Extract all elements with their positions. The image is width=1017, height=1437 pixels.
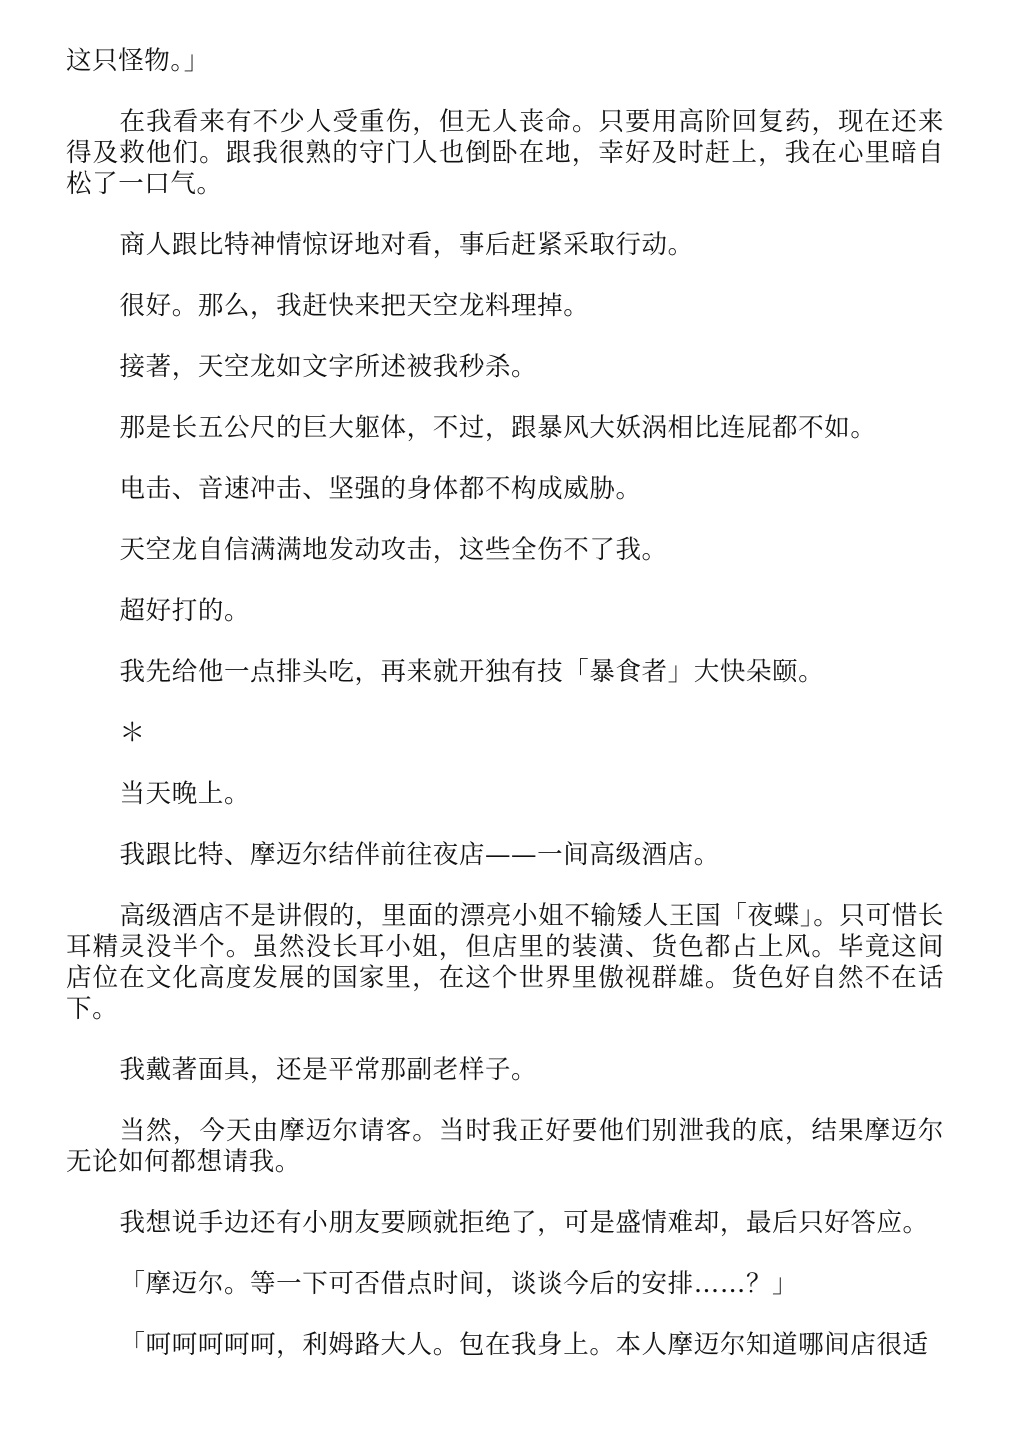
paragraph-continued: 这只怪物。」 xyxy=(66,46,210,76)
paragraph: 接著，天空龙如文字所述被我秒杀。 xyxy=(119,352,538,382)
paragraph: 当天晚上。 xyxy=(119,779,251,809)
paragraph: 很好。那么，我赶快来把天空龙料理掉。 xyxy=(119,291,590,321)
paragraph: 超好打的。 xyxy=(119,596,251,626)
paragraph: 商人跟比特神情惊讶地对看，事后赶紧采取行动。 xyxy=(119,230,694,260)
paragraph: 天空龙自信满满地发动攻击，这些全伤不了我。 xyxy=(119,535,668,565)
paragraph: 我先给他一点排头吃，再来就开独有技「暴食者」大快朵颐。 xyxy=(119,657,825,687)
paragraph: 我戴著面具，还是平常那副老样子。 xyxy=(119,1055,538,1085)
document-body xyxy=(66,46,944,1391)
section-break: ＊ xyxy=(119,718,146,748)
paragraph: 高级酒店不是讲假的，里面的漂亮小姐不输矮人王国「夜蝶」。只可惜长耳精灵没半个。虽然没长耳小姐，但店里的装潢、货色都占上风。毕竟这间店位在文化高度发展的国家里，在这个世界里傲视群雄。货色好自然不在话下。 xyxy=(66,901,944,1024)
dialogue-paragraph: 「呵呵呵呵呵，利姆路大人。包在我身上。本人摩迈尔知道哪间店很适 xyxy=(119,1330,929,1360)
paragraph: 那是长五公尺的巨大躯体，不过，跟暴风大妖涡相比连屁都不如。 xyxy=(119,413,877,443)
paragraph: 我跟比特、摩迈尔结伴前往夜店——一间高级酒店。 xyxy=(119,840,720,870)
paragraph: 我想说手边还有小朋友要顾就拒绝了，可是盛情难却，最后只好答应。 xyxy=(119,1208,929,1238)
dialogue-paragraph: 「摩迈尔。等一下可否借点时间，谈谈今后的安排……？」 xyxy=(119,1269,799,1299)
paragraph: 电击、音速冲击、坚强的身体都不构成威胁。 xyxy=(119,474,642,504)
paragraph: 当然，今天由摩迈尔请客。当时我正好要他们别泄我的底，结果摩迈尔无论如何都想请我。 xyxy=(66,1116,944,1177)
paragraph: 在我看来有不少人受重伤，但无人丧命。只要用高阶回复药，现在还来得及救他们。跟我很熟的守门人也倒卧在地，幸好及时赶上，我在心里暗自松了一口气。 xyxy=(66,107,944,199)
